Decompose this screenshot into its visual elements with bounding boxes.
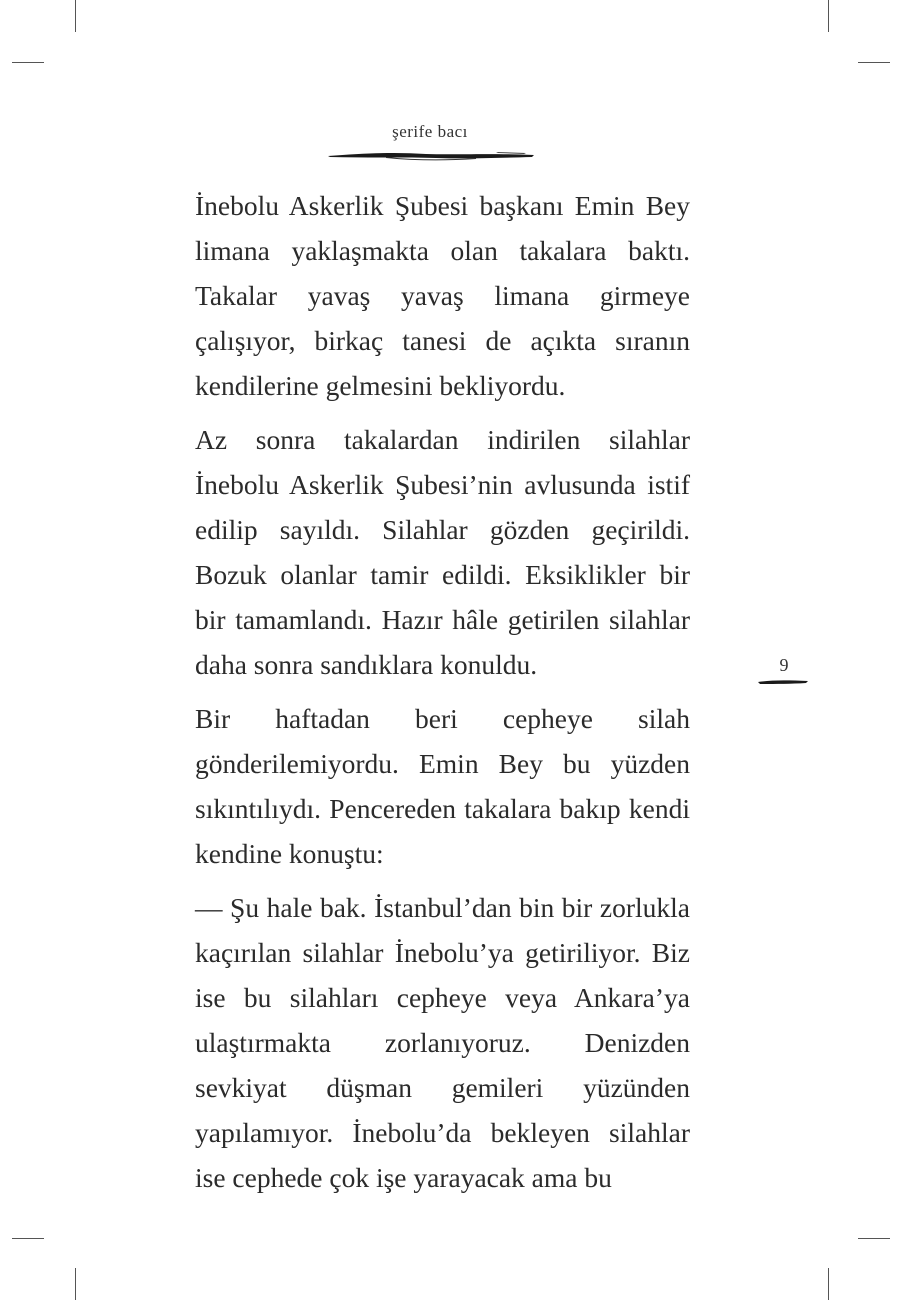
running-head: şerife bacı bbox=[392, 122, 468, 141]
crop-mark-top-left-vertical bbox=[75, 0, 76, 32]
crop-mark-bottom-left-vertical bbox=[75, 1268, 76, 1300]
crop-mark-bottom-right-vertical bbox=[828, 1268, 829, 1300]
crop-mark-top-right-horizontal bbox=[858, 62, 890, 63]
crop-mark-top-right-vertical bbox=[828, 0, 829, 32]
page-number-brush-stroke bbox=[756, 677, 810, 687]
body-text bbox=[195, 183, 690, 1209]
paragraph-1: İnebolu Askerlik Şubesi başkanı Emin Bey limana yaklaşmakta olan takalara baktı. Takalar yavaş yavaş limana girmeye çalışıyor, birkaç tanesi de açıkta sıranın kendilerine gelmesini bekliyordu. bbox=[195, 190, 690, 401]
page-number: 9 bbox=[779, 655, 789, 675]
crop-mark-bottom-left-horizontal bbox=[12, 1238, 44, 1239]
crop-mark-bottom-right-horizontal bbox=[858, 1238, 890, 1239]
paragraph-4: — Şu hale bak. İstanbul’dan bin bir zorlukla kaçırılan silahlar İnebolu’ya getiriliyor. Biz ise bu silahları cepheye veya Ankara’ya ulaştırmakta zorlanıyoruz. Denizden sevkiyat düşman gemileri yüzünden yapılamıyor. İnebolu’da bekleyen silahlar ise cephede çok işe yarayacak ama bu bbox=[195, 892, 690, 1193]
crop-mark-top-left-horizontal bbox=[12, 62, 44, 63]
paragraph-2: Az sonra takalardan indirilen silahlar İnebolu Askerlik Şubesi’nin avlusunda istif edilip sayıldı. Silahlar gözden geçirildi. Bozuk olanlar tamir edildi. Eksiklikler bir bir tamamlandı. Hazır hâle getirilen silahlar daha sonra sandıklara konuldu. bbox=[195, 424, 690, 680]
paragraph-3: Bir haftadan beri cepheye silah gönderilemiyordu. Emin Bey bu yüzden sıkıntılıydı. Pencereden takalara bakıp kendi kendine konuştu: bbox=[195, 703, 690, 869]
brush-stroke-divider bbox=[326, 148, 536, 162]
